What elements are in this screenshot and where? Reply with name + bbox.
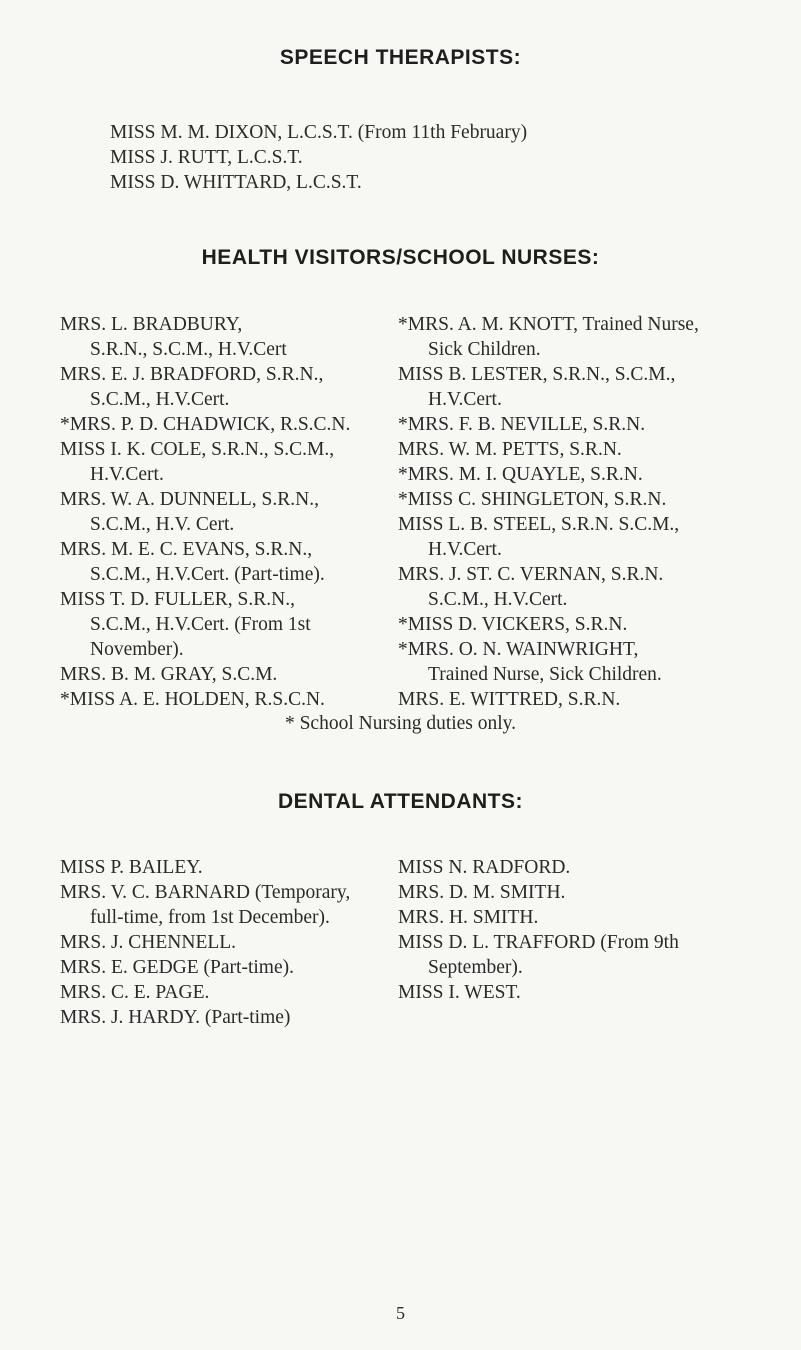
staff-name: MISS D. L. TRAFFORD (From 9th: [398, 932, 679, 953]
staff-name: *MRS. F. B. NEVILLE, S.R.N.: [398, 414, 646, 435]
staff-entry: [60, 930, 390, 955]
dental-attendants-heading: DENTAL ATTENDANTS:: [277, 790, 524, 813]
staff-entry: [398, 905, 768, 930]
staff-entry: [60, 687, 405, 712]
staff-name: MISS I. WEST.: [398, 982, 521, 1003]
staff-name: MRS. D. M. SMITH.: [398, 882, 566, 903]
staff-entry: [60, 537, 405, 587]
staff-entry: [398, 462, 753, 487]
staff-name: MRS. W. M. PETTS, S.R.N.: [398, 439, 622, 460]
staff-entry: [60, 855, 390, 880]
staff-entry: [398, 930, 768, 980]
speech-therapists-heading: SPEECH THERAPISTS:: [279, 46, 522, 69]
staff-entry: [60, 662, 405, 687]
staff-qualifications: full-time, from 1st December).: [90, 907, 330, 928]
staff-entry: [398, 980, 768, 1005]
staff-entry: [60, 955, 390, 980]
staff-qualifications: S.C.M., H.V.Cert. (Part-time).: [90, 564, 325, 585]
staff-entry: [398, 637, 753, 687]
staff-name: MISS P. BAILEY.: [60, 857, 203, 878]
staff-entry: [60, 880, 390, 930]
staff-name: MRS. E. GEDGE (Part-time).: [60, 957, 294, 978]
staff-entry: [398, 855, 768, 880]
staff-name: MRS. H. SMITH.: [398, 907, 539, 928]
staff-entry: [60, 362, 405, 412]
staff-name: *MRS. O. N. WAINWRIGHT,: [398, 639, 639, 660]
staff-entry: [398, 487, 753, 512]
staff-name: MRS. V. C. BARNARD (Temporary,: [60, 882, 351, 903]
staff-name: MISS T. D. FULLER, S.R.N.,: [60, 589, 295, 610]
staff-qualifications: H.V.Cert.: [428, 539, 502, 560]
staff-qualifications: September).: [428, 957, 523, 978]
dental-attendants-right-column: [398, 855, 768, 1005]
staff-entry: [398, 362, 753, 412]
staff-qualifications: H.V.Cert.: [90, 464, 164, 485]
staff-entry: [398, 312, 753, 362]
staff-name: *MRS. P. D. CHADWICK, R.S.C.N.: [60, 414, 351, 435]
staff-qualifications: S.C.M., H.V.Cert.: [428, 589, 568, 610]
staff-name: MRS. W. A. DUNNELL, S.R.N.,: [60, 489, 319, 510]
staff-qualifications: November).: [90, 639, 184, 660]
health-visitors-left-column: [60, 312, 405, 712]
staff-name: *MRS. M. I. QUAYLE, S.R.N.: [398, 464, 643, 485]
page-number: 5: [396, 1303, 405, 1323]
staff-entry: [398, 687, 753, 712]
staff-name: MISS B. LESTER, S.R.N., S.C.M.,: [398, 364, 676, 385]
speech-therapist-line: MISS M. M. DIXON, L.C.S.T. (From 11th February): [110, 122, 528, 143]
footnote: * School Nursing duties only.: [284, 713, 517, 734]
staff-name: *MISS D. VICKERS, S.R.N.: [398, 614, 628, 635]
staff-qualifications: S.C.M., H.V. Cert.: [90, 514, 235, 535]
staff-entry: [60, 412, 405, 437]
staff-qualifications: S.C.M., H.V.Cert.: [90, 389, 230, 410]
staff-name: *MRS. A. M. KNOTT, Trained Nurse,: [398, 314, 699, 335]
speech-therapist-line: MISS D. WHITTARD, L.C.S.T.: [110, 172, 362, 193]
staff-name: MRS. E. WITTRED, S.R.N.: [398, 689, 621, 710]
staff-entry: [398, 512, 753, 562]
staff-entry: [398, 612, 753, 637]
staff-name: MRS. J. CHENNELL.: [60, 932, 237, 953]
staff-name: MRS. B. M. GRAY, S.C.M.: [60, 664, 278, 685]
staff-name: MRS. C. E. PAGE.: [60, 982, 210, 1003]
staff-name: MRS. J. ST. C. VERNAN, S.R.N.: [398, 564, 664, 585]
staff-entry: [60, 587, 405, 662]
staff-name: MRS. E. J. BRADFORD, S.R.N.,: [60, 364, 324, 385]
staff-qualifications: S.R.N., S.C.M., H.V.Cert: [90, 339, 287, 360]
staff-name: MRS. M. E. C. EVANS, S.R.N.,: [60, 539, 313, 560]
staff-qualifications: S.C.M., H.V.Cert. (From 1st: [90, 614, 311, 635]
staff-name: MISS I. K. COLE, S.R.N., S.C.M.,: [60, 439, 335, 460]
staff-entry: [398, 880, 768, 905]
staff-entry: [398, 562, 753, 612]
staff-entry: [398, 412, 753, 437]
staff-qualifications: H.V.Cert.: [428, 389, 502, 410]
staff-entry: [398, 437, 753, 462]
dental-attendants-left-column: [60, 855, 390, 1030]
staff-name: MRS. J. HARDY. (Part-time): [60, 1007, 291, 1028]
staff-name: *MISS A. E. HOLDEN, R.S.C.N.: [60, 689, 325, 710]
staff-name: MISS N. RADFORD.: [398, 857, 571, 878]
speech-therapist-line: MISS J. RUTT, L.C.S.T.: [110, 147, 303, 168]
staff-entry: [60, 980, 390, 1005]
staff-entry: [60, 312, 405, 362]
staff-qualifications: Sick Children.: [428, 339, 541, 360]
staff-entry: [60, 437, 405, 487]
staff-name: *MISS C. SHINGLETON, S.R.N.: [398, 489, 667, 510]
health-visitors-right-column: [398, 312, 753, 712]
staff-qualifications: Trained Nurse, Sick Children.: [428, 664, 662, 685]
staff-name: MISS L. B. STEEL, S.R.N. S.C.M.,: [398, 514, 680, 535]
staff-entry: [60, 487, 405, 537]
staff-name: MRS. L. BRADBURY,: [60, 314, 243, 335]
staff-entry: [60, 1005, 390, 1030]
health-visitors-heading: HEALTH VISITORS/SCHOOL NURSES:: [201, 246, 600, 269]
